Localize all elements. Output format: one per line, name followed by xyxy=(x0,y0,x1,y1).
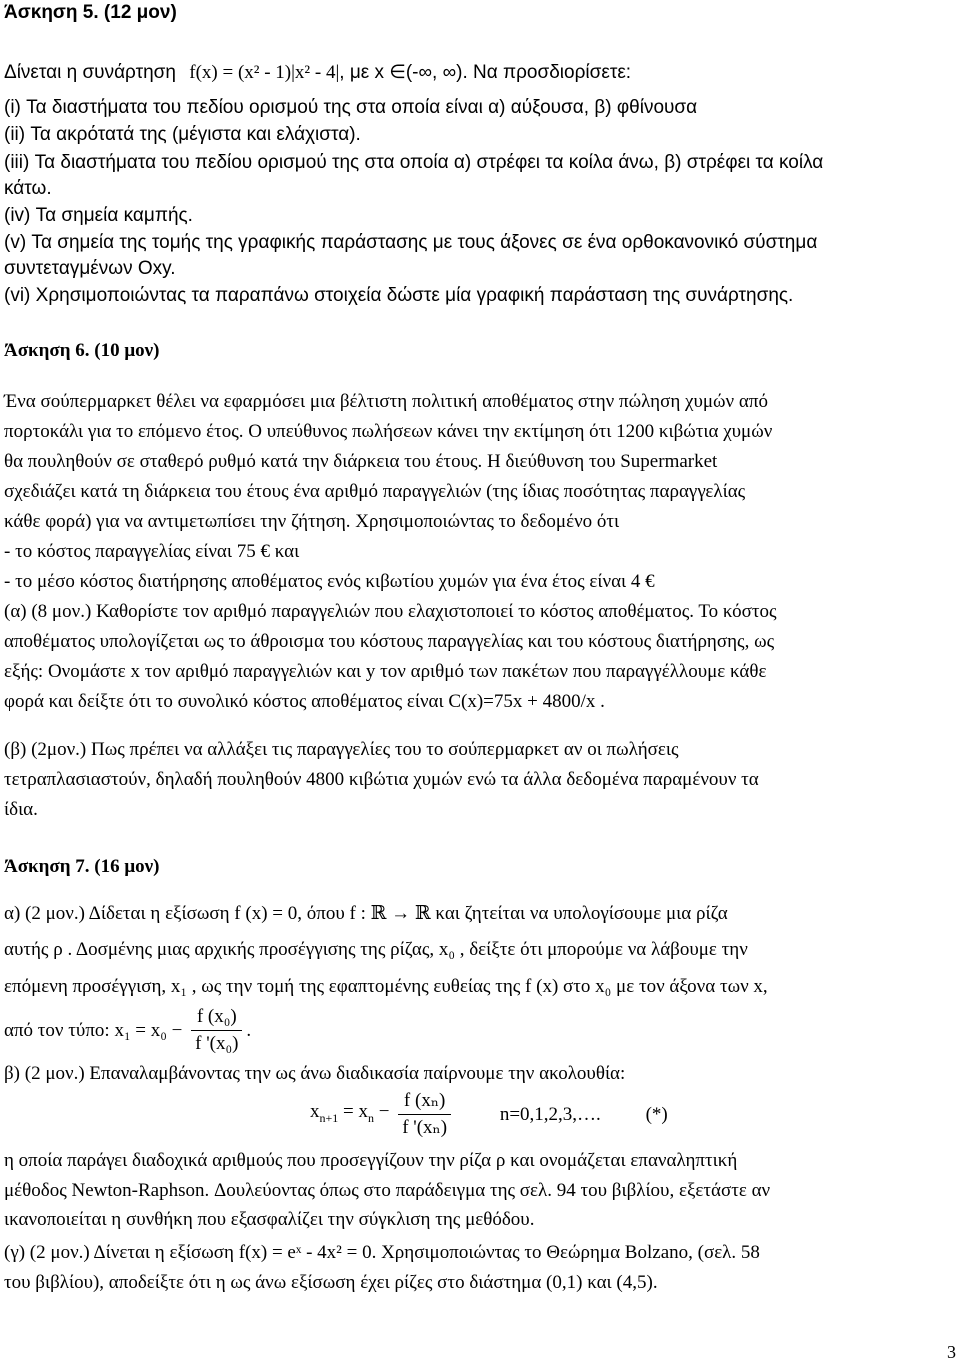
ex6-part-b-line-1: (β) (2μον.) Πως πρέπει να αλλάξει τις παραγγελίες του το σούπερμαρκετ αν οι πωλήσεις xyxy=(4,739,679,760)
exercise-6-title: Άσκηση 6. (10 μον) xyxy=(4,340,160,361)
iteration-index: n=0,1,2,3,…. xyxy=(499,1103,601,1125)
ex7-part-b-line-3: η οποία παράγει διαδοχικά αριθμούς που προσεγγίζουν την ρίζα ρ και ονομάζεται επαναληπτική xyxy=(4,1150,738,1171)
ex6-part-a-line-3: εξής: Ονομάστε x τον αριθμό παραγγελιών και y τον αριθμό των πακέτων που παραγγέλλουμε κάθε xyxy=(4,661,767,682)
ex6-paragraph-line-2: πορτοκάλι για το επόμενο έτος. Ο υπεύθυνος πωλήσεων κάνει την εκτίμηση ότι 1200 κιβώτια χυμών xyxy=(4,421,773,442)
item-vi: (vi) Χρησιμοποιώντας τα παραπάνω στοιχεία δώστε μία γραφική παράσταση της συνάρτησης. xyxy=(4,285,794,306)
iteration-lhs xyxy=(310,1100,389,1130)
rhs-x: = x xyxy=(338,1100,368,1122)
ex6-paragraph-line-5: κάθε φορά) για να αντιμετωπίσει την ζήτηση. Χρησιμοποιώντας το δεδομένο ότι xyxy=(4,511,620,532)
iteration-fraction xyxy=(398,1089,451,1140)
ex6-part-b-line-3: ίδια. xyxy=(4,799,38,820)
item-iii-line-2: κάτω. xyxy=(4,178,52,199)
ex6-paragraph-line-4: σχεδιάζει κατά τη διάρκεια του έτους ένα αριθμό παραγγελιών (της ίδιας ποσότητας παραγγελίας xyxy=(4,481,746,502)
ex6-part-a-line-2: αποθέματος υπολογίζεται ως το άθροισμα του κόστους παραγγελίας και του κόστους διατήρησης, ως xyxy=(4,631,775,652)
exercise-5-title: Άσκηση 5. (12 μον) xyxy=(4,2,177,23)
fraction-denominator: f '(x₀) xyxy=(195,1033,239,1054)
ex6-bullet-2: - το μέσο κόστος διατήρησης αποθέματος ενός κιβωτίου χυμών για ένα έτος είναι 4 € xyxy=(4,571,655,592)
item-iii-line-1: (iii) Τα διαστήματα του πεδίου ορισμού της στα οποία α) στρέφει τα κοίλα άνω, β) στρέφει τα κοίλα xyxy=(4,152,824,173)
ex7-part-b-line-4: μέθοδος Newton-Raphson. Δουλεύοντας όπως στο παράδειγμα της σελ. 94 του βιβλίου, εξετάστε αν xyxy=(4,1180,771,1201)
ex6-part-a-line-1: (α) (8 μον.) Καθορίστε τον αριθμό παραγγελιών που ελαχιστοποιεί το κόστος αποθέματος. Το κόστος xyxy=(4,601,777,622)
ex6-part-b-line-2: τετραπλασιαστούν, δηλαδή πουληθούν 4800 κιβώτια χυμών ενώ τα άλλα δεδομένα παραμένουν τα xyxy=(4,769,759,790)
ex7-part-a-line-1: α) (2 μον.) Δίδεται η εξίσωση f (x) = 0, όπου f : ℝ → ℝ και ζητείται να υπολογίσουμε μια ρίζα xyxy=(4,903,728,924)
newton-fraction xyxy=(191,1005,242,1056)
ex7-part-a-line-3: επόμενη προσέγγιση, x₁ , ως την τομή της εφαπτομένης ευθείας της f (x) στο x₀ με τον άξονα των x, xyxy=(4,976,768,997)
ex7-newton-formula xyxy=(4,1005,251,1056)
page-number: 3 xyxy=(947,1342,956,1362)
function-formula: f(x) = (x² - 1)|x² - 4| xyxy=(189,62,340,83)
exercise-5-intro xyxy=(4,62,631,84)
equation-label: (*) xyxy=(645,1103,668,1125)
ex7-part-a-line-2: αυτής ρ . Δοσμένης μιας αρχικής προσέγγισης της ρίζας, x₀ , δείξτε ότι μπορούμε να λάβουμε την xyxy=(4,939,748,960)
item-v-line-2: συντεταγμένων Oxy. xyxy=(4,258,176,279)
ex7-iteration-formula xyxy=(310,1089,668,1140)
ex6-paragraph-line-3: θα πουληθούν σε σταθερό ρυθμό κατά την διάρκεια του έτους. Η διεύθυνση του Supermarket xyxy=(4,451,718,472)
intro-text: Δίνεται η συνάρτηση xyxy=(4,62,176,83)
item-ii: (ii) Τα ακρότατά της (μέγιστα και ελάχιστα). xyxy=(4,124,361,145)
exercise-7-title: Άσκηση 7. (16 μον) xyxy=(4,856,160,877)
ex6-bullet-1: - το κόστος παραγγελίας είναι 75 € και xyxy=(4,541,300,562)
intro-domain-text: , με x ∈(-∞, ∞). Να προσδιορίσετε: xyxy=(339,62,632,83)
lhs-subscript: n+1 xyxy=(319,1110,339,1125)
ex7-part-b-line-1: β) (2 μον.) Επαναλαμβάνοντας την ως άνω διαδικασία παίρνουμε την ακολουθία: xyxy=(4,1063,626,1084)
minus-sign: − xyxy=(374,1100,390,1122)
ex7-part-b-line-5: ικανοποιείται η συνθήκη που εξασφαλίζει την σύγκλιση της μεθόδου. xyxy=(4,1209,535,1230)
ex7-part-c-line-1: (γ) (2 μον.) Δίνεται η εξίσωση f(x) = eˣ - 4x² = 0. Χρησιμοποιώντας το Θεώρημα Bolzano, (σελ. 58 xyxy=(4,1242,760,1263)
rhs-subscript: n xyxy=(368,1110,374,1125)
iteration-numerator: f (xₙ) xyxy=(398,1089,451,1115)
fraction-numerator: f (x₀) xyxy=(191,1005,242,1031)
ex6-paragraph-line-1: Ένα σούπερμαρκετ θέλει να εφαρμόσει μια βέλτιστη πολιτική αποθέματος στην πώληση χυμών από xyxy=(4,391,768,412)
ex6-part-a-line-4: φορά και δείξτε ότι το συνολικό κόστος αποθέματος είναι C(x)=75x + 4800/x . xyxy=(4,691,605,712)
item-iv: (iv) Τα σημεία καμπής. xyxy=(4,205,193,226)
lhs-x: x xyxy=(310,1100,320,1122)
item-i: (i) Τα διαστήματα του πεδίου ορισμού της στα οποία είναι α) αύξουσα, β) φθίνουσα xyxy=(4,97,698,118)
iteration-denominator: f '(xₙ) xyxy=(402,1117,448,1138)
ex7-part-c-line-2: του βιβλίου), αποδείξτε ότι η ως άνω εξίσωση έχει ρίζες στο διάστημα (0,1) και (4,5). xyxy=(4,1272,658,1293)
item-v-line-1: (v) Τα σημεία της τομής της γραφικής παράστασης με τους άξονες σε ένα ορθοκανονικό σύστημα xyxy=(4,232,818,253)
formula-prefix: από τον τύπο: x₁ = x₀ − xyxy=(4,1019,183,1041)
formula-period: . xyxy=(246,1019,252,1041)
